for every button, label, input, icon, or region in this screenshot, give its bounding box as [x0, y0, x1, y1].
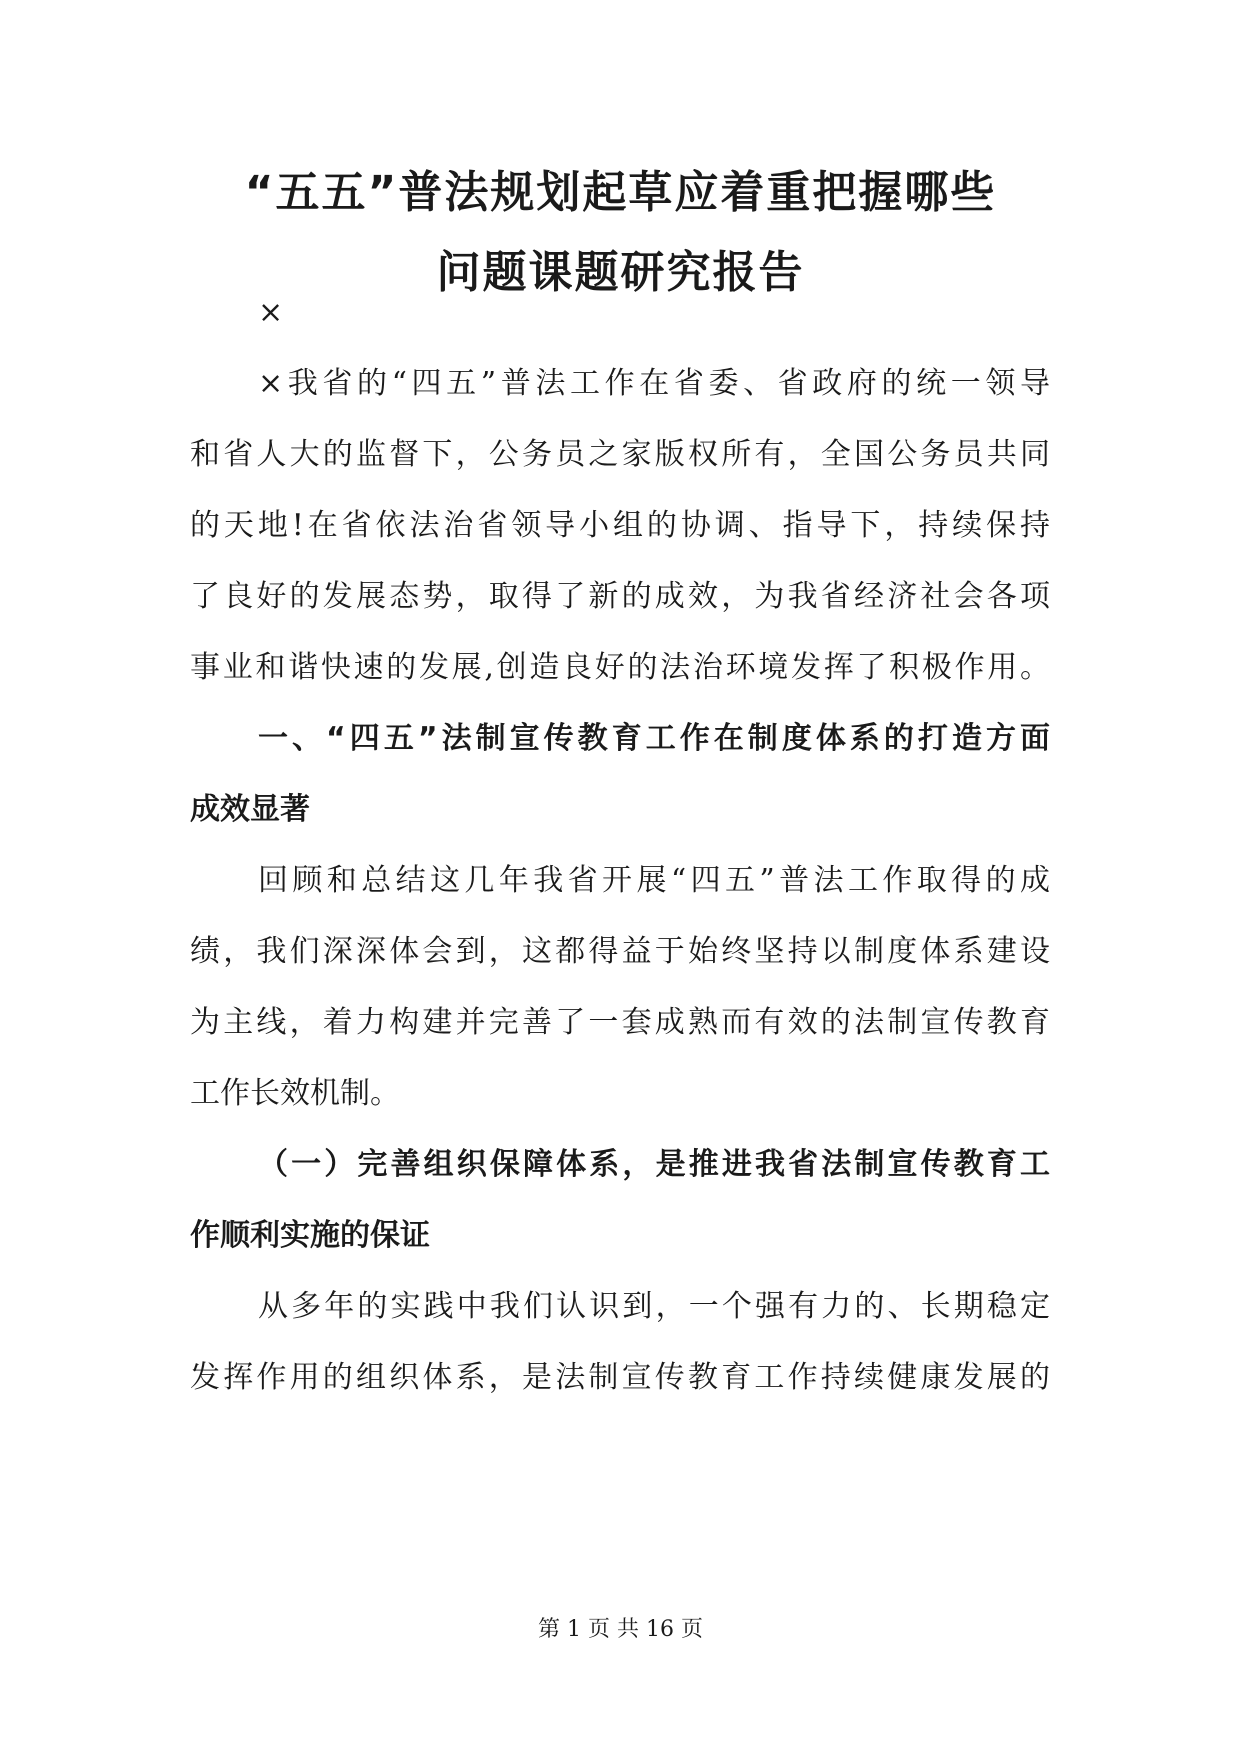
- paragraph-line: 回顾和总结这几年我省开展“四五”普法工作取得的成: [258, 863, 1050, 898]
- paragraph-line: 发挥作用的组织体系，是法制宣传教育工作持续健康发展的: [190, 1360, 1050, 1395]
- section-heading: 一、“四五”法制宣传教育工作在制度体系的打造方面: [258, 721, 1050, 756]
- paragraph-line: 和省人大的监督下，公务员之家版权所有，全国公务员共同: [190, 437, 1050, 472]
- paragraph-line: 工作长效机制。: [190, 1076, 400, 1111]
- page-number: 第 1 页 共 16 页: [538, 1617, 703, 1642]
- paragraph-line: 绩，我们深深体会到，这都得益于始终坚持以制度体系建设: [190, 934, 1050, 969]
- paragraph-line: ×我省的“四五”普法工作在省委、省政府的统一领导: [258, 366, 1050, 401]
- section-heading: 成效显著: [190, 792, 310, 827]
- paragraph-line: 事业和谐快速的发展,创造良好的法治环境发挥了积极作用。: [190, 650, 1050, 685]
- subsection-heading: 作顺利实施的保证: [190, 1218, 430, 1253]
- paragraph-line: 的天地!在省依法治省领导小组的协调、指导下，持续保持: [190, 508, 1050, 543]
- document-title-line2: 问题课题研究报告: [436, 247, 805, 298]
- paragraph-line: 了良好的发展态势，取得了新的成效，为我省经济社会各项: [190, 579, 1050, 614]
- document-title-line1: “五五”普法规划起草应着重把握哪些: [244, 167, 997, 218]
- paragraph-line: 为主线，着力构建并完善了一套成熟而有效的法制宣传教育: [190, 1005, 1050, 1040]
- subsection-heading: （一）完善组织保障体系，是推进我省法制宣传教育工: [258, 1147, 1050, 1182]
- author-mark: ×: [258, 295, 284, 330]
- paragraph-line: 从多年的实践中我们认识到，一个强有力的、长期稳定: [258, 1289, 1050, 1324]
